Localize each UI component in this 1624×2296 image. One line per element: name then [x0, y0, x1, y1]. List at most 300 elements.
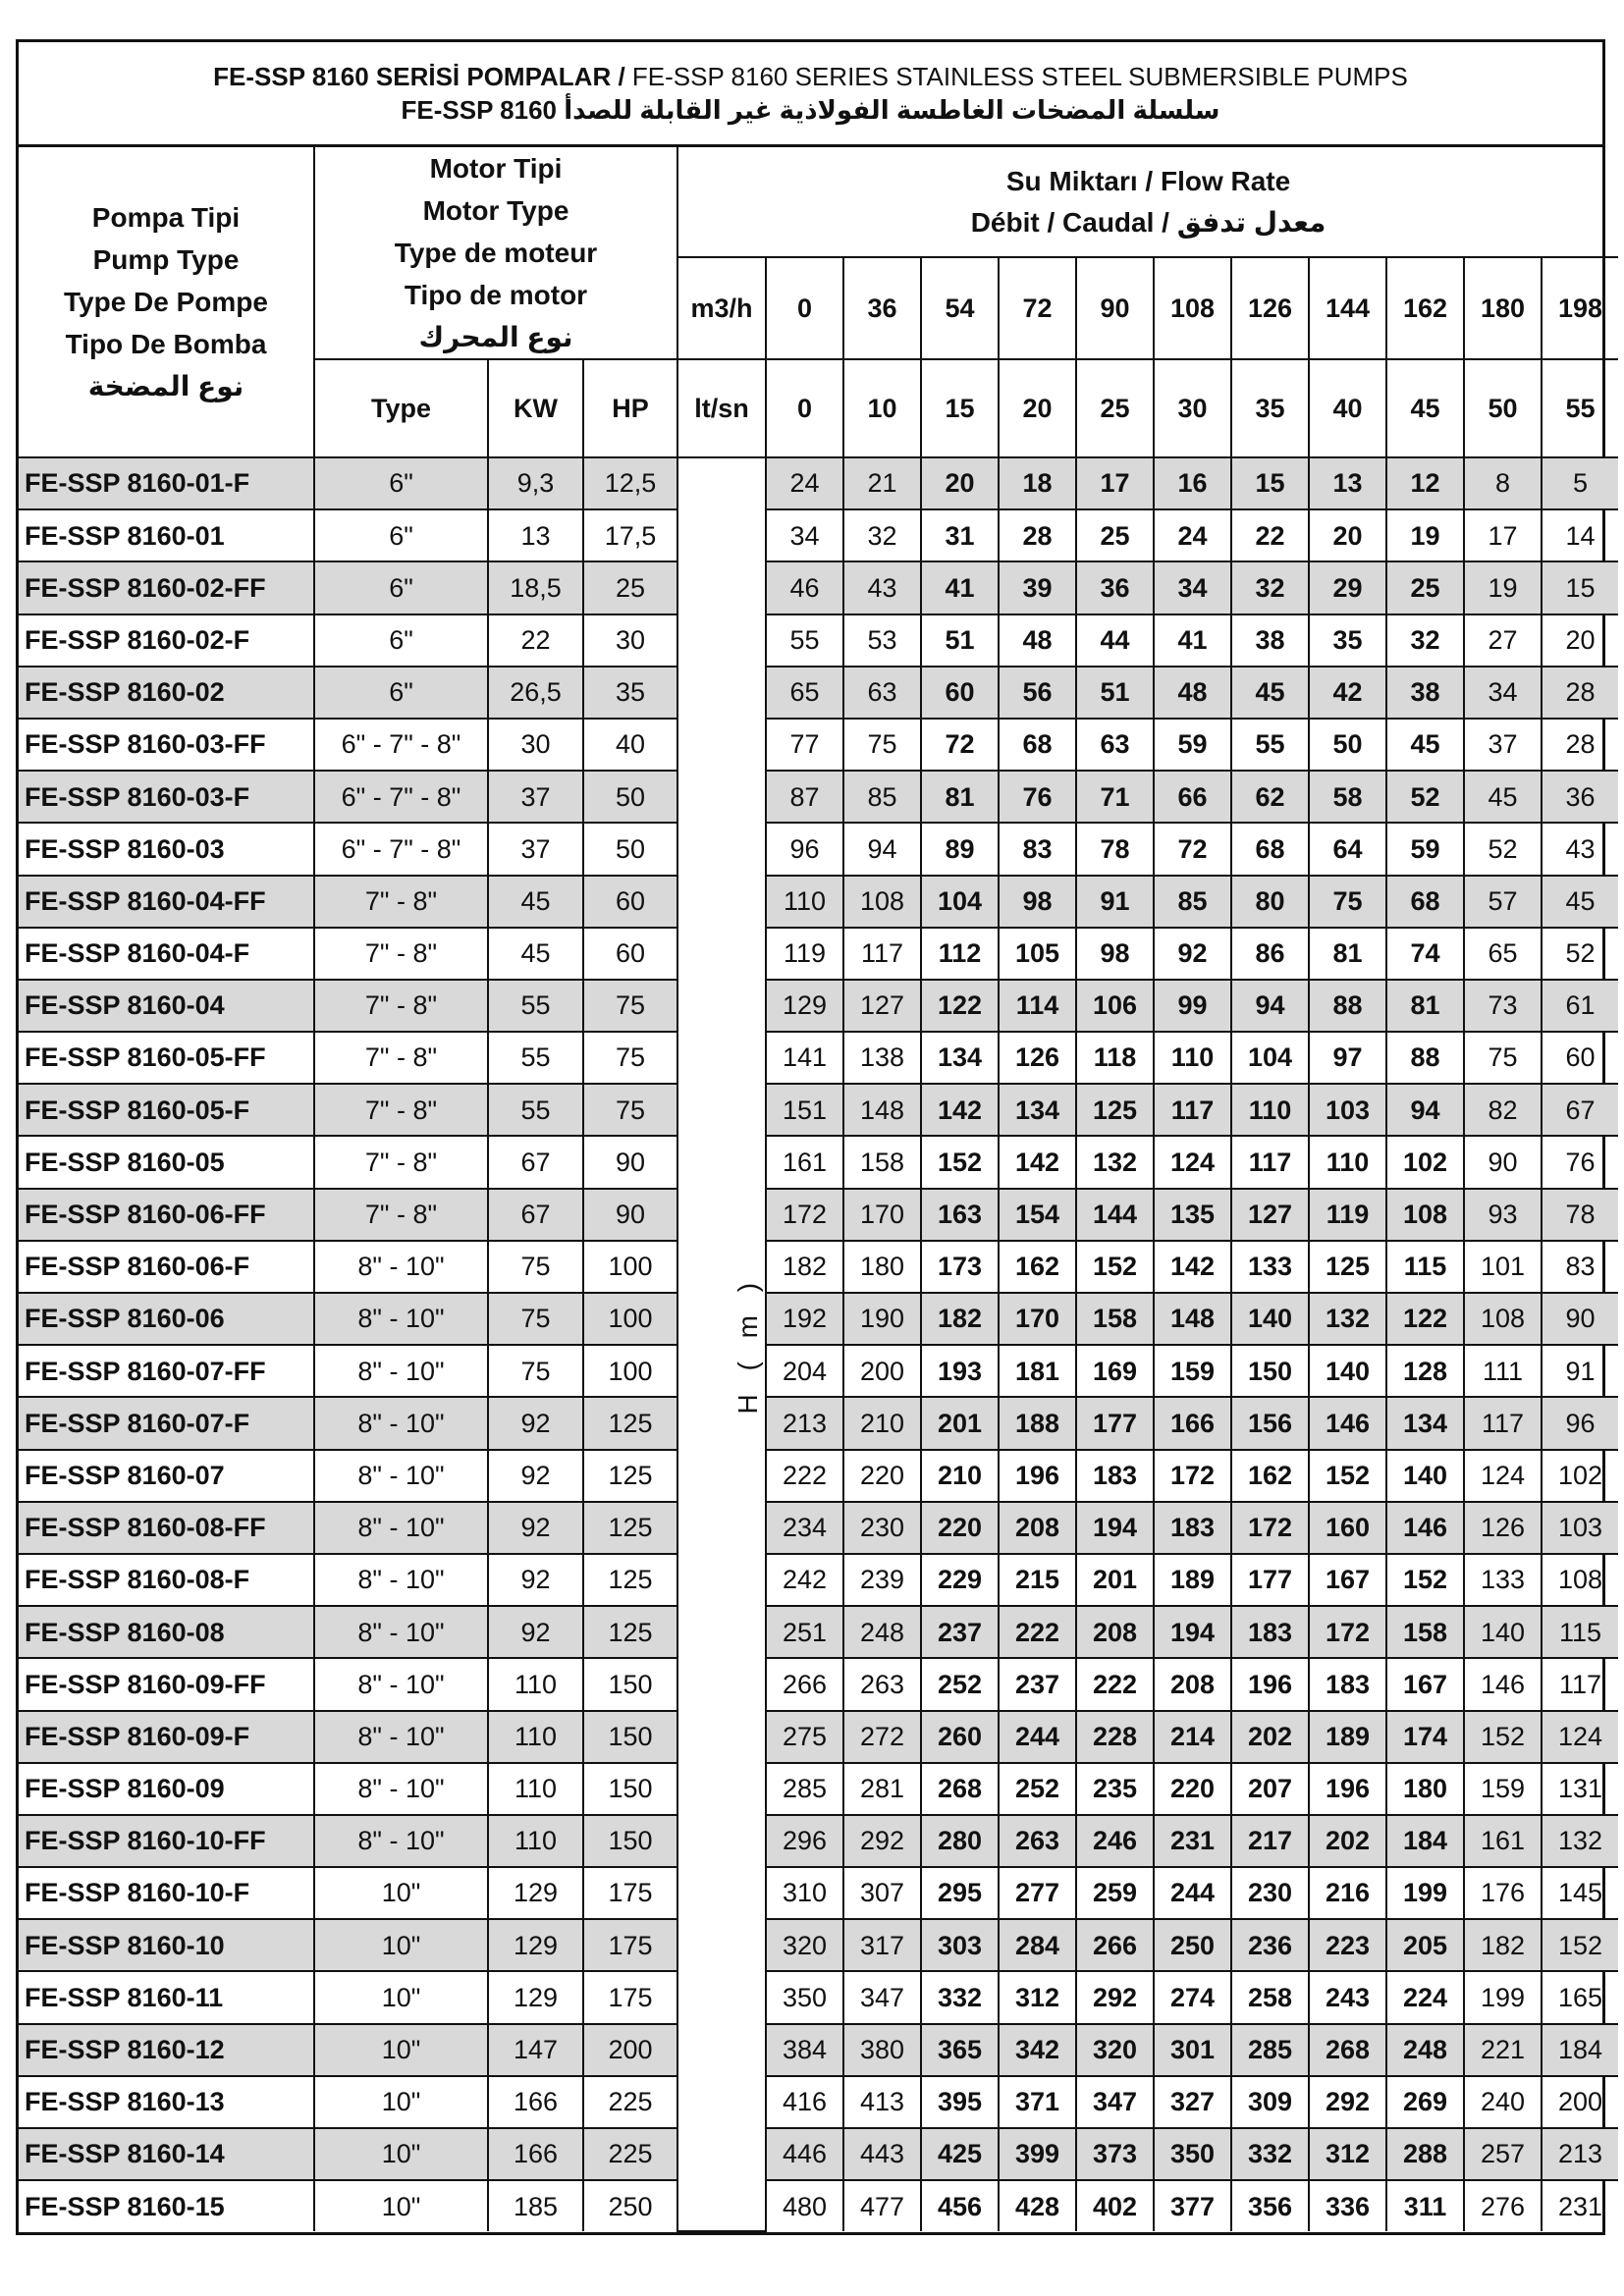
title-block	[19, 42, 1602, 147]
head-value-cell: 350	[766, 1971, 843, 2023]
head-value-cell: 312	[999, 1971, 1076, 2023]
head-value-cell: 68	[999, 719, 1076, 771]
head-value-cell: 250	[1154, 1919, 1231, 1971]
head-value-cell: 163	[921, 1189, 999, 1241]
head-value-cell: 246	[1076, 1815, 1154, 1867]
head-value-cell: 248	[843, 1606, 921, 1658]
pump-name-cell: FE-SSP 8160-03	[19, 823, 314, 875]
pump-name-cell: FE-SSP 8160-05	[19, 1136, 314, 1188]
flow-ltsn-value: 35	[1231, 359, 1309, 457]
flow-m3h-value: 90	[1076, 257, 1154, 359]
motor-type-header-line: نوع المحرك	[418, 322, 573, 352]
hp-cell: 125	[583, 1502, 677, 1554]
head-value-cell: 34	[1464, 667, 1542, 719]
head-value-cell: 213	[1542, 2128, 1618, 2180]
head-value-cell: 88	[1309, 980, 1386, 1032]
head-value-cell: 152	[921, 1136, 999, 1188]
head-value-cell: 8	[1464, 457, 1542, 509]
head-value-cell: 258	[1231, 1971, 1309, 2023]
hp-cell: 75	[583, 980, 677, 1032]
head-value-cell: 53	[843, 614, 921, 667]
head-value-cell: 183	[1154, 1502, 1231, 1554]
head-value-cell: 162	[1231, 1450, 1309, 1502]
head-value-cell: 244	[999, 1711, 1076, 1763]
head-value-cell: 275	[766, 1711, 843, 1763]
head-value-cell: 189	[1309, 1711, 1386, 1763]
flow-ltsn-value: 30	[1154, 359, 1231, 457]
head-value-cell: 199	[1464, 1971, 1542, 2023]
flow-m3h-value: 144	[1309, 257, 1386, 359]
motor-type-cell: 8" - 10"	[314, 1502, 488, 1554]
head-value-cell: 240	[1464, 2076, 1542, 2128]
head-value-cell: 45	[1386, 719, 1464, 771]
head-value-cell: 243	[1309, 1971, 1386, 2023]
head-value-cell: 108	[1386, 1189, 1464, 1241]
head-value-cell: 456	[921, 2180, 999, 2231]
head-value-cell: 309	[1231, 2076, 1309, 2128]
head-value-cell: 41	[921, 561, 999, 614]
kw-cell: 37	[488, 823, 583, 875]
head-value-cell: 200	[1542, 2076, 1618, 2128]
motor-type-cell: 8" - 10"	[314, 1606, 488, 1658]
head-value-cell: 48	[1154, 667, 1231, 719]
pump-name-cell: FE-SSP 8160-07-FF	[19, 1345, 314, 1397]
head-value-cell: 55	[1231, 719, 1309, 771]
head-value-cell: 59	[1386, 823, 1464, 875]
head-value-cell: 416	[766, 2076, 843, 2128]
head-value-cell: 228	[1076, 1711, 1154, 1763]
head-value-cell: 114	[999, 980, 1076, 1032]
pump-type-header	[19, 147, 314, 457]
pump-name-cell: FE-SSP 8160-04-F	[19, 928, 314, 980]
head-value-cell: 66	[1154, 771, 1231, 823]
head-value-cell: 384	[766, 2024, 843, 2076]
flow-ltsn-value: 40	[1309, 359, 1386, 457]
head-value-cell: 18	[999, 457, 1076, 509]
hp-cell: 125	[583, 1397, 677, 1449]
head-value-cell: 158	[1076, 1293, 1154, 1345]
kw-cell: 26,5	[488, 667, 583, 719]
table-row	[19, 1554, 1618, 1606]
kw-cell: 110	[488, 1711, 583, 1763]
head-value-cell: 65	[1464, 928, 1542, 980]
head-value-cell: 395	[921, 2076, 999, 2128]
motor-type-cell: 6"	[314, 614, 488, 667]
head-value-cell: 13	[1309, 457, 1386, 509]
hp-cell: 175	[583, 1867, 677, 1919]
head-value-cell: 177	[1076, 1397, 1154, 1449]
table-row	[19, 1450, 1618, 1502]
head-value-cell: 63	[1076, 719, 1154, 771]
head-value-cell: 320	[1076, 2024, 1154, 2076]
head-value-cell: 428	[999, 2180, 1076, 2231]
head-value-cell: 99	[1154, 980, 1231, 1032]
kw-cell: 185	[488, 2180, 583, 2231]
head-value-cell: 97	[1309, 1032, 1386, 1084]
head-value-cell: 263	[843, 1658, 921, 1710]
pump-name-cell: FE-SSP 8160-04	[19, 980, 314, 1032]
head-value-cell: 184	[1542, 2024, 1618, 2076]
head-value-cell: 229	[921, 1554, 999, 1606]
motor-type-cell: 6"	[314, 667, 488, 719]
head-value-cell: 230	[843, 1502, 921, 1554]
head-value-cell: 90	[1464, 1136, 1542, 1188]
head-value-cell: 284	[999, 1919, 1076, 1971]
head-value-cell: 122	[921, 980, 999, 1032]
head-value-cell: 158	[1386, 1606, 1464, 1658]
head-value-cell: 52	[1542, 928, 1618, 980]
head-value-cell: 36	[1076, 561, 1154, 614]
head-value-cell: 301	[1154, 2024, 1231, 2076]
kw-cell: 166	[488, 2128, 583, 2180]
head-value-cell: 19	[1386, 509, 1464, 561]
head-value-cell: 17	[1464, 509, 1542, 561]
head-value-cell: 295	[921, 1867, 999, 1919]
pump-name-cell: FE-SSP 8160-05-FF	[19, 1032, 314, 1084]
head-value-cell: 135	[1154, 1189, 1231, 1241]
head-value-cell: 112	[921, 928, 999, 980]
table-row	[19, 1763, 1618, 1815]
head-value-cell: 98	[999, 876, 1076, 928]
head-value-cell: 65	[766, 667, 843, 719]
table-row	[19, 1084, 1618, 1136]
head-value-cell: 230	[1231, 1867, 1309, 1919]
head-value-cell: 28	[1542, 719, 1618, 771]
head-value-cell: 110	[1309, 1136, 1386, 1188]
head-value-cell: 45	[1231, 667, 1309, 719]
head-value-cell: 38	[1231, 614, 1309, 667]
hp-cell: 50	[583, 771, 677, 823]
kw-cell: 129	[488, 1867, 583, 1919]
head-value-cell: 31	[921, 509, 999, 561]
head-value-cell: 117	[843, 928, 921, 980]
head-value-cell: 170	[999, 1293, 1076, 1345]
table-row	[19, 509, 1618, 561]
head-value-cell: 252	[921, 1658, 999, 1710]
hp-cell: 200	[583, 2024, 677, 2076]
head-value-cell: 148	[1154, 1293, 1231, 1345]
hp-cell: 250	[583, 2180, 677, 2231]
head-value-cell: 111	[1464, 1345, 1542, 1397]
head-value-cell: 27	[1464, 614, 1542, 667]
head-value-cell: 44	[1076, 614, 1154, 667]
head-value-cell: 12	[1386, 457, 1464, 509]
head-value-cell: 263	[999, 1815, 1076, 1867]
head-value-cell: 141	[766, 1032, 843, 1084]
table-row	[19, 823, 1618, 875]
head-value-cell: 94	[1231, 980, 1309, 1032]
table-row	[19, 1397, 1618, 1449]
head-value-cell: 356	[1231, 2180, 1309, 2231]
head-value-cell: 60	[1542, 1032, 1618, 1084]
pump-type-header-line: Pump Type	[92, 244, 240, 275]
head-value-cell: 174	[1386, 1711, 1464, 1763]
head-value-cell: 158	[843, 1136, 921, 1188]
head-value-cell: 83	[999, 823, 1076, 875]
head-value-cell: 310	[766, 1867, 843, 1919]
head-value-cell: 220	[1154, 1763, 1231, 1815]
hp-cell: 12,5	[583, 457, 677, 509]
head-value-cell: 347	[843, 1971, 921, 2023]
motor-type-header-line: Motor Tipi	[429, 153, 563, 184]
table-row	[19, 667, 1618, 719]
table-row	[19, 2076, 1618, 2128]
head-value-cell: 22	[1231, 509, 1309, 561]
flow-m3h-value: 108	[1154, 257, 1231, 359]
head-value-cell: 208	[999, 1502, 1076, 1554]
pump-name-cell: FE-SSP 8160-12	[19, 2024, 314, 2076]
kw-cell: 9,3	[488, 457, 583, 509]
head-value-cell: 82	[1464, 1084, 1542, 1136]
table-row	[19, 1867, 1618, 1919]
flow-m3h-value: 72	[999, 257, 1076, 359]
head-value-cell: 117	[1154, 1084, 1231, 1136]
head-value-cell: 35	[1309, 614, 1386, 667]
kw-cell: 92	[488, 1554, 583, 1606]
hp-cell: 225	[583, 2128, 677, 2180]
head-value-cell: 80	[1231, 876, 1309, 928]
head-value-cell: 106	[1076, 980, 1154, 1032]
motor-type-cell: 7" - 8"	[314, 1189, 488, 1241]
pump-name-cell: FE-SSP 8160-03-F	[19, 771, 314, 823]
head-value-cell: 281	[843, 1763, 921, 1815]
head-value-cell: 94	[843, 823, 921, 875]
motor-type-cell: 7" - 8"	[314, 928, 488, 980]
pump-name-cell: FE-SSP 8160-04-FF	[19, 876, 314, 928]
motor-type-cell: 6"	[314, 457, 488, 509]
head-value-cell: 213	[766, 1397, 843, 1449]
head-value-cell: 222	[1076, 1658, 1154, 1710]
head-value-cell: 196	[1231, 1658, 1309, 1710]
table-row	[19, 1919, 1618, 1971]
head-value-cell: 182	[1464, 1919, 1542, 1971]
table-row	[19, 719, 1618, 771]
head-value-cell: 182	[921, 1293, 999, 1345]
motor-type-cell: 10"	[314, 1971, 488, 2023]
head-value-cell: 446	[766, 2128, 843, 2180]
head-value-cell: 72	[1154, 823, 1231, 875]
motor-type-cell: 7" - 8"	[314, 876, 488, 928]
motor-type-cell: 8" - 10"	[314, 1397, 488, 1449]
head-value-cell: 133	[1231, 1241, 1309, 1293]
head-value-cell: 132	[1076, 1136, 1154, 1188]
table-row	[19, 2128, 1618, 2180]
head-value-cell: 78	[1542, 1189, 1618, 1241]
head-value-cell: 204	[766, 1345, 843, 1397]
head-value-cell: 205	[1386, 1919, 1464, 1971]
pump-name-cell: FE-SSP 8160-13	[19, 2076, 314, 2128]
head-value-cell: 127	[843, 980, 921, 1032]
head-value-cell: 156	[1231, 1397, 1309, 1449]
head-value-cell: 37	[1464, 719, 1542, 771]
head-value-cell: 14	[1542, 509, 1618, 561]
head-value-cell: 172	[1154, 1450, 1231, 1502]
head-value-cell: 52	[1464, 823, 1542, 875]
head-value-cell: 89	[921, 823, 999, 875]
head-value-cell: 127	[1231, 1189, 1309, 1241]
head-value-cell: 194	[1076, 1502, 1154, 1554]
head-value-cell: 268	[921, 1763, 999, 1815]
table-row	[19, 1032, 1618, 1084]
pump-name-cell: FE-SSP 8160-03-FF	[19, 719, 314, 771]
head-value-cell: 103	[1309, 1084, 1386, 1136]
head-value-cell: 15	[1542, 561, 1618, 614]
head-value-cell: 193	[921, 1345, 999, 1397]
head-value-cell: 110	[1154, 1032, 1231, 1084]
head-value-cell: 272	[843, 1711, 921, 1763]
head-value-cell: 237	[921, 1606, 999, 1658]
head-value-cell: 144	[1076, 1189, 1154, 1241]
head-value-cell: 87	[766, 771, 843, 823]
head-value-cell: 196	[999, 1450, 1076, 1502]
table-row	[19, 2024, 1618, 2076]
head-value-cell: 170	[843, 1189, 921, 1241]
hp-cell: 125	[583, 1606, 677, 1658]
head-value-cell: 194	[1154, 1606, 1231, 1658]
head-value-cell: 208	[1154, 1658, 1231, 1710]
kw-cell: 166	[488, 2076, 583, 2128]
head-value-cell: 103	[1542, 1502, 1618, 1554]
head-value-cell: 173	[921, 1241, 999, 1293]
flow-m3h-value: 162	[1386, 257, 1464, 359]
hp-cell: 90	[583, 1136, 677, 1188]
head-value-cell: 239	[843, 1554, 921, 1606]
head-value-cell: 380	[843, 2024, 921, 2076]
hp-cell: 150	[583, 1658, 677, 1710]
head-value-cell: 220	[843, 1450, 921, 1502]
kw-cell: 75	[488, 1241, 583, 1293]
head-value-cell: 81	[921, 771, 999, 823]
head-value-cell: 285	[766, 1763, 843, 1815]
kw-cell: 55	[488, 1032, 583, 1084]
head-value-cell: 260	[921, 1711, 999, 1763]
head-value-cell: 373	[1076, 2128, 1154, 2180]
head-value-cell: 231	[1154, 1815, 1231, 1867]
head-value-cell: 115	[1542, 1606, 1618, 1658]
head-value-cell: 196	[1309, 1763, 1386, 1815]
kw-cell: 18,5	[488, 561, 583, 614]
head-value-cell: 45	[1464, 771, 1542, 823]
motor-type-cell: 8" - 10"	[314, 1658, 488, 1710]
head-value-cell: 288	[1386, 2128, 1464, 2180]
motor-type-cell: 8" - 10"	[314, 1763, 488, 1815]
head-value-cell: 62	[1231, 771, 1309, 823]
hp-cell: 100	[583, 1241, 677, 1293]
pump-name-cell: FE-SSP 8160-02	[19, 667, 314, 719]
hp-cell: 175	[583, 1919, 677, 1971]
motor-type-cell: 7" - 8"	[314, 1136, 488, 1188]
kw-cell: 129	[488, 1919, 583, 1971]
head-value-cell: 221	[1464, 2024, 1542, 2076]
head-value-cell: 57	[1464, 876, 1542, 928]
kw-cell: 55	[488, 1084, 583, 1136]
head-value-cell: 166	[1154, 1397, 1231, 1449]
table-row	[19, 1815, 1618, 1867]
head-value-cell: 16	[1154, 457, 1231, 509]
flow-ltsn-value: 55	[1542, 359, 1618, 457]
head-value-cell: 52	[1386, 771, 1464, 823]
motor-type-cell: 8" - 10"	[314, 1450, 488, 1502]
performance-table	[19, 147, 1618, 2232]
hp-cell: 25	[583, 561, 677, 614]
head-value-cell: 108	[843, 876, 921, 928]
head-value-cell: 140	[1464, 1606, 1542, 1658]
head-value-cell: 274	[1154, 1971, 1231, 2023]
hp-cell: 17,5	[583, 509, 677, 561]
motor-type-cell: 10"	[314, 1867, 488, 1919]
pump-name-cell: FE-SSP 8160-10-F	[19, 1867, 314, 1919]
head-value-cell: 311	[1386, 2180, 1464, 2231]
motor-type-cell: 6" - 7" - 8"	[314, 823, 488, 875]
head-value-cell: 176	[1464, 1867, 1542, 1919]
head-value-cell: 217	[1231, 1815, 1309, 1867]
hp-cell: 60	[583, 928, 677, 980]
head-value-cell: 45	[1542, 876, 1618, 928]
head-value-cell: 210	[921, 1450, 999, 1502]
motor-type-cell: 8" - 10"	[314, 1293, 488, 1345]
head-value-cell: 220	[921, 1502, 999, 1554]
head-value-cell: 223	[1309, 1919, 1386, 1971]
title-bold: FE-SSP 8160 SERİSİ POMPALAR /	[213, 62, 625, 91]
pump-type-header-line: Pompa Tipi	[91, 202, 241, 233]
head-value-cell: 24	[1154, 509, 1231, 561]
head-value-cell: 152	[1464, 1711, 1542, 1763]
head-value-cell: 63	[843, 667, 921, 719]
hp-cell: 35	[583, 667, 677, 719]
motor-type-cell: 6"	[314, 509, 488, 561]
head-value-cell: 181	[999, 1345, 1076, 1397]
head-value-cell: 276	[1464, 2180, 1542, 2231]
head-value-cell: 142	[999, 1136, 1076, 1188]
head-value-cell: 75	[843, 719, 921, 771]
head-value-cell: 214	[1154, 1711, 1231, 1763]
head-value-cell: 104	[921, 876, 999, 928]
table-row	[19, 1345, 1618, 1397]
head-value-cell: 122	[1386, 1293, 1464, 1345]
head-value-cell: 365	[921, 2024, 999, 2076]
head-value-cell: 347	[1076, 2076, 1154, 2128]
head-value-cell: 93	[1464, 1189, 1542, 1241]
table-row	[19, 561, 1618, 614]
kw-cell: 37	[488, 771, 583, 823]
head-value-cell: 96	[1542, 1397, 1618, 1449]
head-value-cell: 126	[999, 1032, 1076, 1084]
head-value-cell: 140	[1309, 1345, 1386, 1397]
head-value-cell: 172	[1309, 1606, 1386, 1658]
head-value-cell: 117	[1542, 1658, 1618, 1710]
head-value-cell: 15	[1231, 457, 1309, 509]
head-value-cell: 242	[766, 1554, 843, 1606]
table-row	[19, 1293, 1618, 1345]
head-value-cell: 266	[766, 1658, 843, 1710]
kw-cell: 67	[488, 1189, 583, 1241]
motor-type-cell: 7" - 8"	[314, 1032, 488, 1084]
hp-cell: 100	[583, 1293, 677, 1345]
head-value-cell: 94	[1386, 1084, 1464, 1136]
head-value-cell: 425	[921, 2128, 999, 2180]
head-value-cell: 161	[1464, 1815, 1542, 1867]
head-value-cell: 68	[1386, 876, 1464, 928]
motor-type-header	[314, 147, 677, 359]
head-value-cell: 41	[1154, 614, 1231, 667]
head-value-cell: 148	[843, 1084, 921, 1136]
head-value-cell: 182	[766, 1241, 843, 1293]
head-unit-cell	[677, 457, 766, 2231]
kw-cell: 110	[488, 1658, 583, 1710]
kw-cell: 110	[488, 1815, 583, 1867]
hp-cell: 75	[583, 1032, 677, 1084]
head-value-cell: 215	[999, 1554, 1076, 1606]
